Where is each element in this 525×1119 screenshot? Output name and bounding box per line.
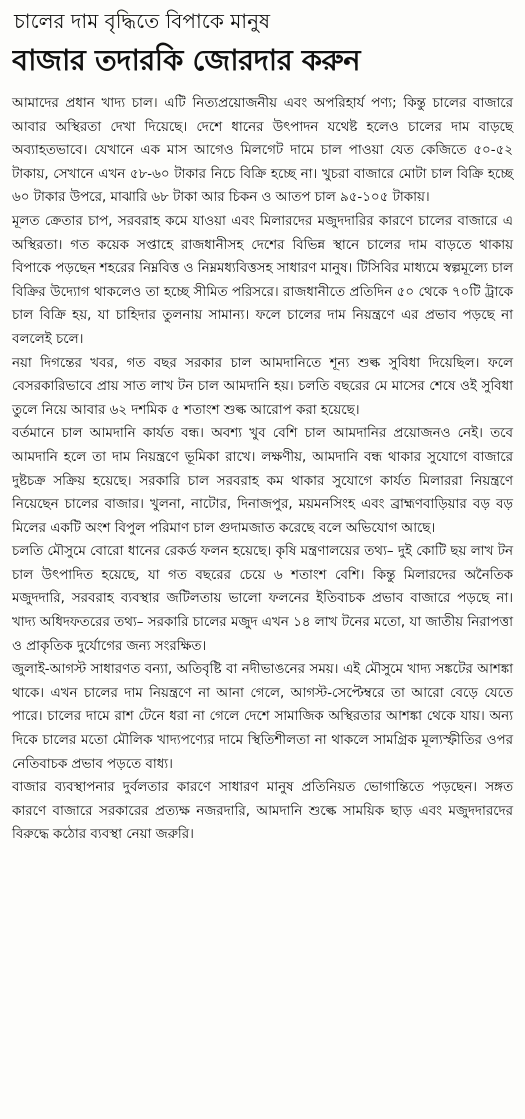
article-paragraph-2: মূলত ক্রেতার চাপ, সরবরাহ কমে যাওয়া এবং মিলারদের মজুদদারির কারণে চালের বাজারে এ অস্থিরতা। গত কয়েক সপ্তাহে রাজধানীসহ দেশের বিভিন্ন স্থানে চালের দাম বাড়তে থাকায় বিপাকে পড়ছেন শহরের নিম্নবিত্ত ও নিম্নমধ্যবিত্তসহ সাধারণ মানুষ। টিসিবির মাধ্যমে স্বল্পমূল্যে চাল বিক্রির উদ্যোগ থাকলেও তা হচ্ছে সীমিত পরিসরে। রাজধানীতে প্রতিদিন ৫০ থেকে ৭০টি ট্রাকে চাল বিক্রি হয়, যা চাহিদার তুলনায় সামান্য। ফলে চালের দাম নিয়ন্ত্রণে এর প্রভাব পড়ছে না বললেই চলে। bbox=[12, 213, 513, 347]
article-paragraph-6: জুলাই-আগস্ট সাধারণত বন্যা, অতিবৃষ্টি বা নদীভাঙনের সময়। এই মৌসুমে খাদ্য সঙ্কটের আশঙ্কা থাকে। এখন চালের দাম নিয়ন্ত্রণে না আনা গেলে, আগস্ট-সেপ্টেম্বরে তা আরো বেড়ে যেতে পারে। চালের দামে রাশ টেনে ধরা না গেলে দেশে সামাজিক অস্থিরতার আশঙ্কা থেকে যায়। অন্য দিকে চালের মতো মৌলিক খাদ্যপণ্যের দামে স্থিতিশীলতা না থাকলে সামগ্রিক মূল্যস্ফীতির ওপর নেতিবাচক প্রভাব পড়তে বাধ্য। bbox=[12, 662, 513, 772]
article-paragraph-4: বর্তমানে চাল আমদানি কার্যত বন্ধ। অবশ্য খুব বেশি চাল আমদানির প্রয়োজনও নেই। তবে আমদানি হলে তা দাম নিয়ন্ত্রণে ভূমিকা রাখে। লক্ষণীয়, আমদানি বন্ধ থাকার সুযোগে বাজারে দুষ্টচক্র সক্রিয় হয়েছে। সরকারি চাল সরবরাহ কম থাকার সুযোগে কার্যত মিলাররা নিয়ন্ত্রণে নিয়েছেন চালের বাজার। খুলনা, নাটোর, দিনাজপুর, ময়মনসিংহ এবং ব্রাহ্মণবাড়িয়ার বড় বড় মিলের একটি অংশ বিপুল পরিমাণ চাল গুদামজাত করেছে বলে অভিযোগ আছে। bbox=[12, 426, 513, 536]
article-paragraph-7: বাজার ব্যবস্থাপনার দুর্বলতার কারণে সাধারণ মানুষ প্রতিনিয়ত ভোগান্তিতে পড়ছেন। সঙ্গত কারণে বাজারে সরকারের প্রত্যক্ষ নজরদারি, আমদানি শুল্কে সাময়িক ছাড় এবং মজুদদারদের বিরুদ্ধে কঠোর ব্যবস্থা নেয়া জরুরি। bbox=[12, 780, 513, 843]
article-paragraph-5: চলতি মৌসুমে বোরো ধানের রেকর্ড ফলন হয়েছে। কৃষি মন্ত্রণালয়ের তথ্য– দুই কোটি ছয় লাখ টন চাল উৎপাদিত হয়েছে, যা গত বছরের চেয়ে ৬ শতাংশ বেশি। কিন্তু মিলারদের অনৈতিক মজুদদারি, সরবরাহ ব্যবস্থার জটিলতায় ভালো ফলনের ইতিবাচক প্রভাব বাজারে পড়ছে না। খাদ্য অধিদফতরের তথ্য– সরকারি চালের মজুদ এখন ১৪ লাখ টনের মতো, যা জাতীয় নিরাপত্তা ও প্রাকৃতিক দুর্যোগের জন্য সংরক্ষিত। bbox=[12, 544, 513, 654]
article-kicker: চালের দাম বৃদ্ধিতে বিপাকে মানুষ bbox=[14, 9, 271, 33]
article-paragraph-3: নয়া দিগন্তের খবর, গত বছর সরকার চাল আমদানিতে শূন্য শুল্ক সুবিধা দিয়েছিল। ফলে বেসরকারিভাবে প্রায় সাত লাখ টন চাল আমদানি হয়। চলতি বছরের মে মাসের শেষে ওই সুবিধা তুলে নিয়ে আবার ৬২ দশমিক ৫ শতাংশ শুল্ক আরোপ করা হয়েছে। bbox=[12, 355, 513, 418]
article-headline: বাজার তদারকি জোরদার করুন bbox=[12, 43, 361, 77]
article-body bbox=[12, 92, 513, 847]
article-paragraph-1: আমাদের প্রধান খাদ্য চাল। এটি নিত্যপ্রয়োজনীয় এবং অপরিহার্য পণ্য; কিন্তু চালের বাজারে আবার অস্থিরতা দেখা দিয়েছে। দেশে ধানের উৎপাদন যথেষ্ট হলেও চালের দাম বাড়ছে অব্যাহতভাবে। যেখানে এক মাস আগেও মিলগেট দামে চাল পাওয়া যেত কেজিতে ৫০-৫২ টাকায়, সেখানে এখন ৫৮-৬০ টাকার নিচে বিক্রি হচ্ছে না। খুচরা বাজারে মোটা চাল বিক্রি হচ্ছে ৬০ টাকার উপরে, মাঝারি ৬৮ টাকা আর চিকন ও আতপ চাল ৯৫-১০৫ টাকায়। bbox=[12, 96, 513, 206]
